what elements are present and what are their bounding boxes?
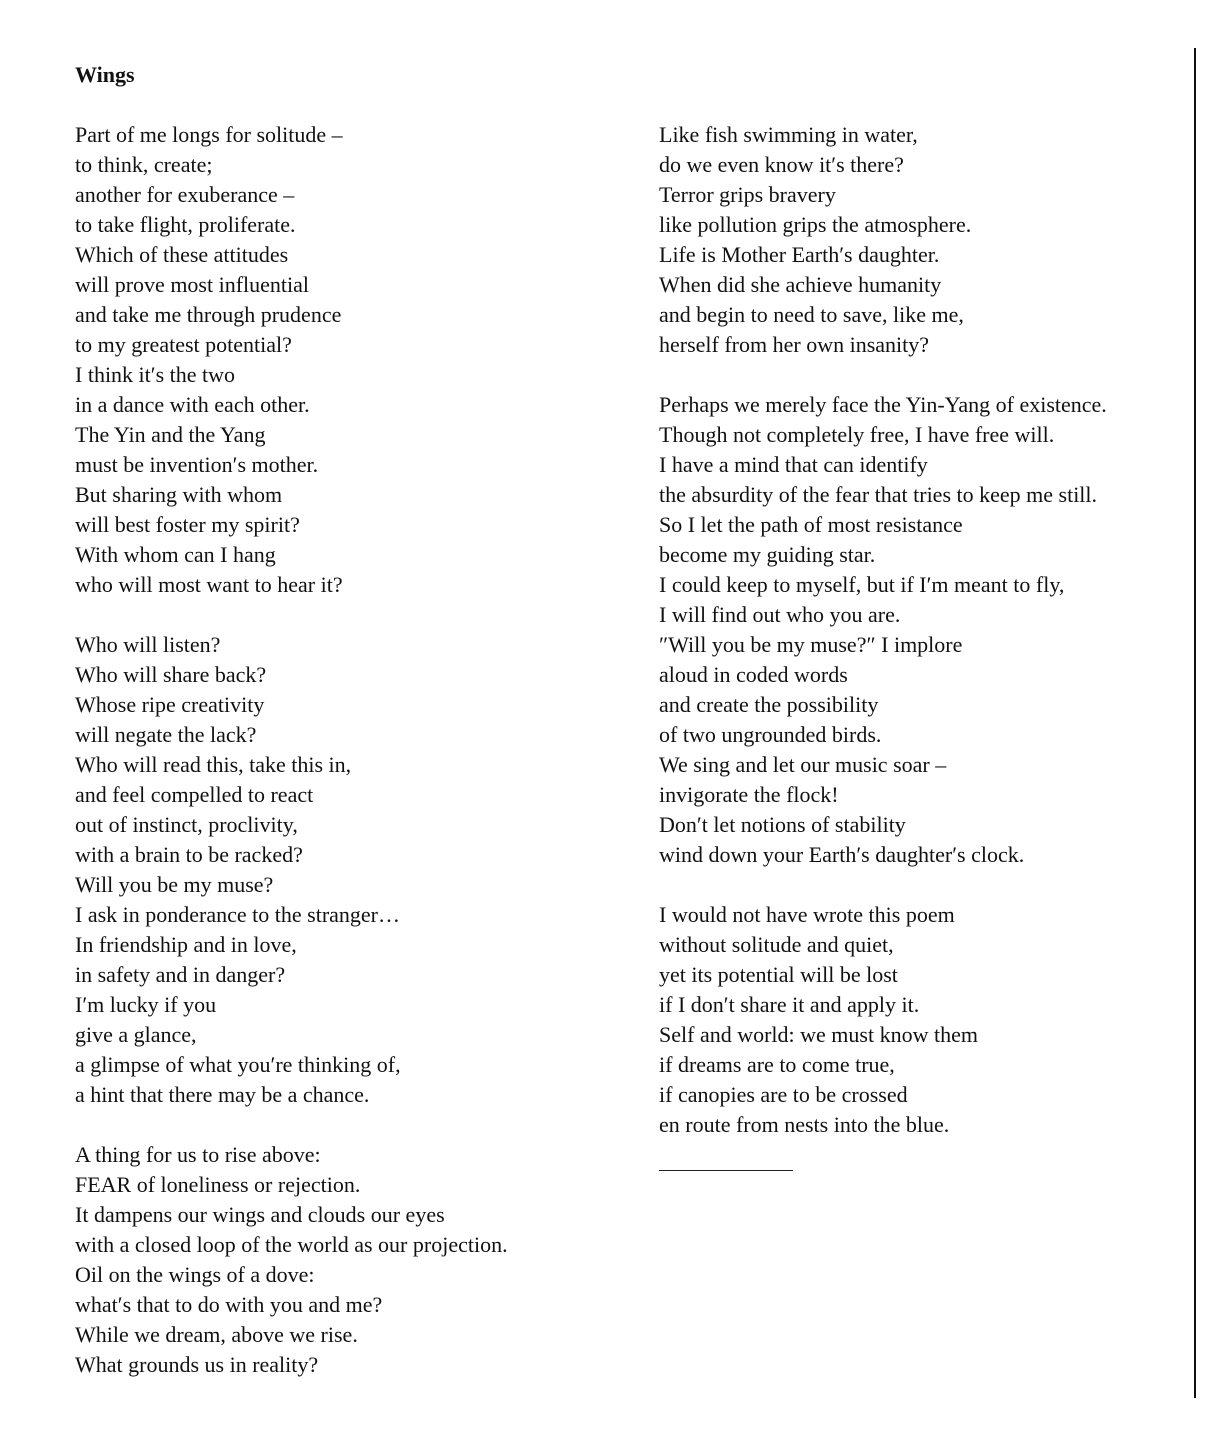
- poem-line: While we dream, above we rise.: [75, 1322, 358, 1347]
- poem-line: The Yin and the Yang: [75, 422, 266, 447]
- poem-line: I ask in ponderance to the stranger…: [75, 902, 400, 927]
- poem-line: to take flight, proliferate.: [75, 212, 296, 237]
- end-rule: [659, 1170, 793, 1171]
- poem-line: Who will read this, take this in,: [75, 752, 352, 777]
- poem-line: Like fish swimming in water,: [659, 122, 918, 147]
- poem-line: Though not completely free, I have free will.: [659, 422, 1055, 447]
- poem-line: I′m lucky if you: [75, 992, 217, 1017]
- poem-line: Part of me longs for solitude –: [75, 122, 343, 147]
- poem-line: en route from nests into the blue.: [659, 1112, 950, 1137]
- poem-line: aloud in coded words: [659, 662, 848, 687]
- poem-line: yet its potential will be lost: [659, 962, 898, 987]
- poem-line: to my greatest potential?: [75, 332, 292, 357]
- poem-line: must be invention′s mother.: [75, 452, 319, 477]
- poem-line: in safety and in danger?: [75, 962, 286, 987]
- stanza: [659, 900, 1179, 1140]
- poem-line: But sharing with whom: [75, 482, 283, 507]
- stanza: [75, 120, 615, 600]
- poem-line: In friendship and in love,: [75, 932, 297, 957]
- poem-line: another for exuberance –: [75, 182, 295, 207]
- poem-line: It dampens our wings and clouds our eyes: [75, 1202, 445, 1227]
- poem-line: to think, create;: [75, 152, 213, 177]
- stanza: [75, 1140, 615, 1380]
- poem-line: I could keep to myself, but if I′m meant to fly,: [659, 572, 1065, 597]
- poem-line: like pollution grips the atmosphere.: [659, 212, 972, 237]
- poem-line: and begin to need to save, like me,: [659, 302, 964, 327]
- poem-line: a glimpse of what you′re thinking of,: [75, 1052, 401, 1077]
- poem-line: will prove most influential: [75, 272, 310, 297]
- stanza: [75, 630, 615, 1110]
- poem-line: Will you be my muse?: [75, 872, 274, 897]
- poem-line: Who will share back?: [75, 662, 267, 687]
- poem-line: Oil on the wings of a dove:: [75, 1262, 315, 1287]
- poem-line: FEAR of loneliness or rejection.: [75, 1172, 361, 1197]
- poem-line: give a glance,: [75, 1022, 197, 1047]
- left-column: [75, 120, 615, 1380]
- poem-line: herself from her own insanity?: [659, 332, 930, 357]
- poem-line: invigorate the flock!: [659, 782, 839, 807]
- poem-line: A thing for us to rise above:: [75, 1142, 321, 1167]
- poem-line: I think it′s the two: [75, 362, 236, 387]
- poem-line: with a closed loop of the world as our projection.: [75, 1232, 508, 1257]
- poem-line: if dreams are to come true,: [659, 1052, 895, 1077]
- poem-line: do we even know it′s there?: [659, 152, 904, 177]
- poem-line: What grounds us in reality?: [75, 1352, 319, 1377]
- stanza: [659, 390, 1179, 870]
- poem-line: will best foster my spirit?: [75, 512, 300, 537]
- poem-line: We sing and let our music soar –: [659, 752, 947, 777]
- poem-line: Whose ripe creativity: [75, 692, 265, 717]
- poem-line: Don′t let notions of stability: [659, 812, 906, 837]
- poem-line: who will most want to hear it?: [75, 572, 343, 597]
- poem-line: without solitude and quiet,: [659, 932, 894, 957]
- poem-line: When did she achieve humanity: [659, 272, 942, 297]
- poem-line: Who will listen?: [75, 632, 221, 657]
- poem-line: Life is Mother Earth′s daughter.: [659, 242, 940, 267]
- poem-line: and feel compelled to react: [75, 782, 314, 807]
- poem-line: ″Will you be my muse?″ I implore: [659, 632, 963, 657]
- poem-title: Wings: [75, 62, 135, 87]
- poem-line: become my guiding star.: [659, 542, 876, 567]
- poem-line: Perhaps we merely face the Yin-Yang of existence.: [659, 392, 1107, 417]
- poem-line: I will find out who you are.: [659, 602, 901, 627]
- poem-line: With whom can I hang: [75, 542, 276, 567]
- poem-line: Terror grips bravery: [659, 182, 836, 207]
- poem-line: in a dance with each other.: [75, 392, 310, 417]
- poem-line: and take me through prudence: [75, 302, 342, 327]
- poem-line: will negate the lack?: [75, 722, 257, 747]
- right-column: [659, 120, 1179, 1171]
- poem-line: what′s that to do with you and me?: [75, 1292, 383, 1317]
- poem-line: with a brain to be racked?: [75, 842, 303, 867]
- poem-line: I would not have wrote this poem: [659, 902, 955, 927]
- poem-line: of two ungrounded birds.: [659, 722, 882, 747]
- poem-line: and create the possibility: [659, 692, 879, 717]
- poem-line: Self and world: we must know them: [659, 1022, 978, 1047]
- poem-line: if I don′t share it and apply it.: [659, 992, 920, 1017]
- poem-line: the absurdity of the fear that tries to keep me still.: [659, 482, 1098, 507]
- poem-line: a hint that there may be a chance.: [75, 1082, 370, 1107]
- poem-line: wind down your Earth′s daughter′s clock.: [659, 842, 1025, 867]
- stanza: [659, 120, 1179, 360]
- poem-line: So I let the path of most resistance: [659, 512, 963, 537]
- poem-line: if canopies are to be crossed: [659, 1082, 908, 1107]
- poem-line: Which of these attitudes: [75, 242, 289, 267]
- poem-line: out of instinct, proclivity,: [75, 812, 298, 837]
- poem-line: I have a mind that can identify: [659, 452, 928, 477]
- page-edge-rule: [1194, 48, 1196, 1398]
